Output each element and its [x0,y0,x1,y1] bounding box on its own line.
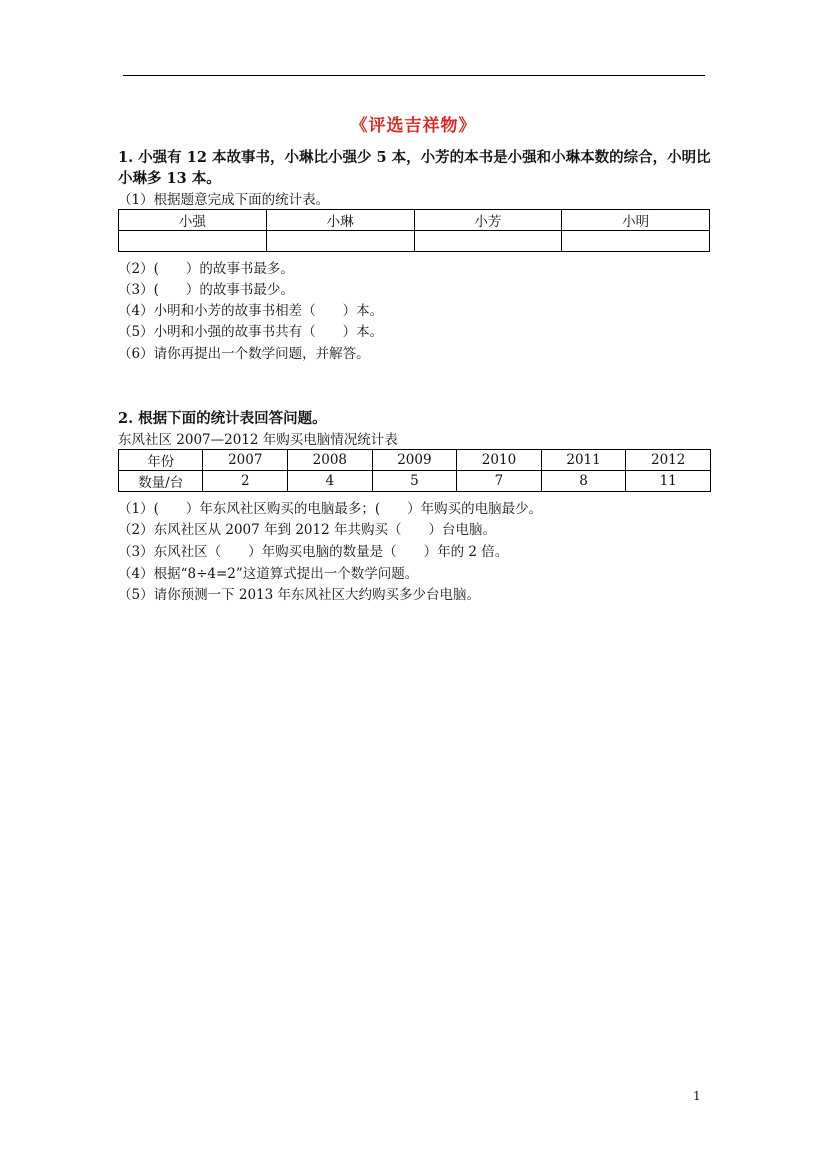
q2-sub3: （3）东风社区（ ）年购买电脑的数量是（ ）年的 2 倍。 [118,544,509,560]
year-cell: 2011 [541,450,626,471]
q1-sub1: （1）根据题意完成下面的统计表。 [118,192,330,208]
q2-sub4: （4）根据“8÷4=2”这道算式提出一个数学问题。 [118,566,419,582]
q2-sub5: （5）请你预测一下 2013 年东风社区大约购买多少台电脑。 [118,587,481,603]
year-cell: 2007 [203,450,288,471]
q1-sub3: （3）( ）的故事书最少。 [118,282,294,298]
q1-stat-table [118,209,710,252]
count-cell: 7 [457,471,542,492]
header-rule [123,75,705,76]
count-cell: 4 [288,471,373,492]
table-header-cell: 小强 [119,210,267,231]
table-header-cell: 小琳 [266,210,414,231]
answer-cell[interactable] [414,231,562,252]
count-cell: 8 [541,471,626,492]
q1-sub5: （5）小明和小强的故事书共有（ ）本。 [118,324,384,340]
q1-sub6: （6）请你再提出一个数学问题，并解答。 [118,346,370,362]
q2-sub2: （2）东风社区从 2007 年到 2012 年共购买（ ）台电脑。 [118,522,496,538]
q1-heading-line1: 1. 小强有 12 本故事书，小琳比小强少 5 本，小芳的本书是小强和小琳本数的综合，小明比 [118,149,711,166]
count-cell: 11 [626,471,711,492]
q1-heading-line2: 小琳多 13 本。 [118,170,221,187]
table-row [119,231,710,252]
row-label-year: 年份 [119,450,203,471]
q2-heading: 2. 根据下面的统计表回答问题。 [118,410,327,427]
table-header-cell: 小芳 [414,210,562,231]
year-cell: 2008 [288,450,373,471]
q2-sub1: （1）( ）年东风社区购买的电脑最多；( ）年购买的电脑最少。 [118,501,543,517]
count-cell: 2 [203,471,288,492]
answer-cell[interactable] [266,231,414,252]
q2-table-caption: 东风社区 2007—2012 年购买电脑情况统计表 [118,432,398,448]
table-header-cell: 小明 [562,210,710,231]
table-row [119,210,710,231]
q2-computer-table [118,449,711,492]
answer-cell[interactable] [562,231,710,252]
year-cell: 2012 [626,450,711,471]
table-row [119,450,711,471]
q1-sub4: （4）小明和小芳的故事书相差（ ）本。 [118,303,384,319]
year-cell: 2009 [372,450,457,471]
page-number: 1 [693,1089,701,1103]
q1-sub2: （2）( ）的故事书最多。 [118,261,294,277]
answer-cell[interactable] [119,231,267,252]
table-row [119,471,711,492]
year-cell: 2010 [457,450,542,471]
count-cell: 5 [372,471,457,492]
page-title: 《评选吉祥物》 [350,116,477,136]
row-label-count: 数量/台 [119,471,203,492]
